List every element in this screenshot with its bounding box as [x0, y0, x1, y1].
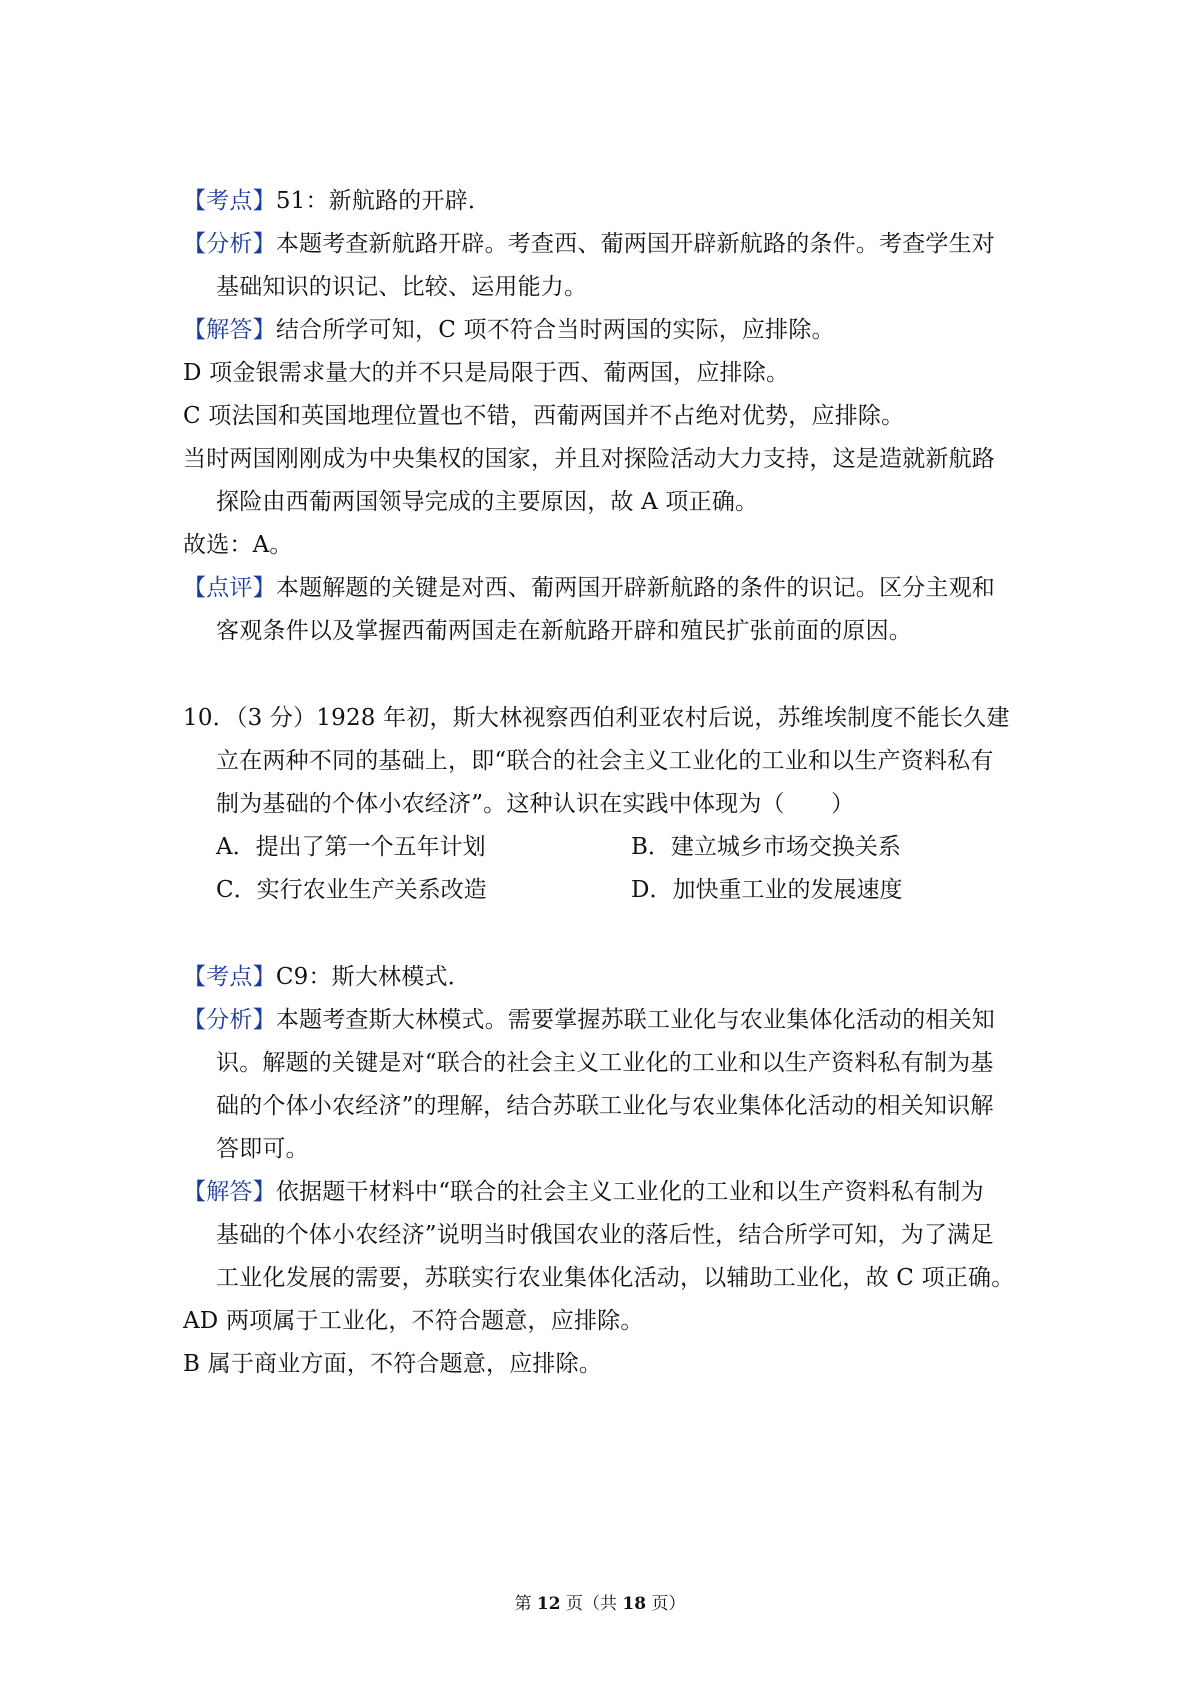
q10-option-c: C．实行农业生产关系改造	[216, 877, 487, 903]
q10-option-a: A．提出了第一个五年计划	[216, 834, 486, 860]
q9-dianping-line-1	[183, 573, 995, 603]
jieda-tag: 【解答】	[183, 1179, 276, 1205]
kaodian-tag: 【考点】	[183, 188, 276, 214]
q10-jieda-line-1	[183, 1177, 984, 1207]
q10-fenxi-line-3: 础的个体小农经济”的理解，结合苏联工业化与农业集体化活动的相关知识解	[216, 1093, 994, 1119]
fenxi-tag: 【分析】	[183, 231, 276, 257]
q10-fenxi-line-4: 答即可。	[216, 1136, 309, 1162]
q9-line-a-1: 当时两国刚刚成为中央集权的国家，并且对探险活动大力支持，这是造就新航路	[183, 446, 995, 472]
page-footer	[0, 1593, 1200, 1615]
fenxi-tag: 【分析】	[183, 1007, 276, 1033]
q10-line-ad: AD 两项属于工业化，不符合题意，应排除。	[183, 1308, 644, 1334]
q10-option-d: D．加快重工业的发展速度	[631, 877, 903, 903]
q10-stem-line-2: 立在两种不同的基础上，即“联合的社会主义工业化的工业和以生产资料私有	[216, 748, 994, 774]
q10-jieda-line-2: 基础的个体小农经济”说明当时俄国农业的落后性，结合所学可知，为了满足	[216, 1222, 994, 1248]
q10-fenxi-line-2: 识。解题的关键是对“联合的社会主义工业化的工业和以生产资料私有制为基	[216, 1050, 994, 1076]
q10-fenxi-text-1: 本题考查斯大林模式。需要掌握苏联工业化与农业集体化活动的相关知	[275, 1007, 996, 1033]
q10-line-b: B 属于商业方面，不符合题意，应排除。	[183, 1351, 603, 1377]
footer-suffix: 页）	[646, 1594, 686, 1614]
q9-jieda-text: 结合所学可知，C 项不符合当时两国的实际，应排除。	[275, 317, 835, 343]
q10-jieda-text-1: 依据题干材料中“联合的社会主义工业化的工业和以生产资料私有制为	[275, 1179, 984, 1205]
q10-stem-line-1: 10．（3 分）1928 年初，斯大林视察西伯利亚农村后说，苏维埃制度不能长久建	[183, 705, 1010, 731]
q9-kaodian-text: 51：新航路的开辟．	[275, 188, 492, 214]
q10-fenxi-line-1	[183, 1005, 995, 1035]
q10-stem-line-3: 制为基础的个体小农经济”。这种认识在实践中体现为（ ）	[216, 791, 855, 817]
q9-line-c: C 项法国和英国地理位置也不错，西葡两国并不占绝对优势，应排除。	[183, 403, 905, 429]
q10-option-b: B．建立城乡市场交换关系	[631, 834, 901, 860]
footer-current-page: 12	[536, 1594, 561, 1614]
q9-fenxi-line-2: 基础知识的识记、比较、运用能力。	[216, 274, 588, 300]
q9-dianping-line-2: 客观条件以及掌握西葡两国走在新航路开辟和殖民扩张前面的原因。	[216, 618, 912, 644]
footer-prefix: 第	[514, 1594, 537, 1614]
q9-fenxi-line-1	[183, 229, 995, 259]
kaodian-tag: 【考点】	[183, 964, 276, 990]
q9-line-d: D 项金银需求量大的并不只是局限于西、葡两国，应排除。	[183, 360, 790, 386]
dianping-tag: 【点评】	[183, 575, 276, 601]
footer-middle: 页（共	[560, 1594, 623, 1614]
q9-answer: 故选：A。	[183, 532, 293, 558]
q9-jieda-line	[183, 315, 835, 345]
footer-total-pages: 18	[622, 1594, 647, 1614]
q10-jieda-line-3: 工业化发展的需要，苏联实行农业集体化活动，以辅助工业化，故 C 项正确。	[216, 1265, 1015, 1291]
q10-kaodian-line	[183, 962, 471, 992]
q9-dianping-text-1: 本题解题的关键是对西、葡两国开辟新航路的条件的识记。区分主观和	[275, 575, 996, 601]
q9-fenxi-text-1: 本题考查新航路开辟。考查西、葡两国开辟新航路的条件。考查学生对	[275, 231, 996, 257]
jieda-tag: 【解答】	[183, 317, 276, 343]
q10-kaodian-text: C9：斯大林模式．	[275, 964, 471, 990]
q9-line-a-2: 探险由西葡两国领导完成的主要原因，故 A 项正确。	[216, 489, 759, 515]
q9-kaodian-line	[183, 186, 491, 216]
